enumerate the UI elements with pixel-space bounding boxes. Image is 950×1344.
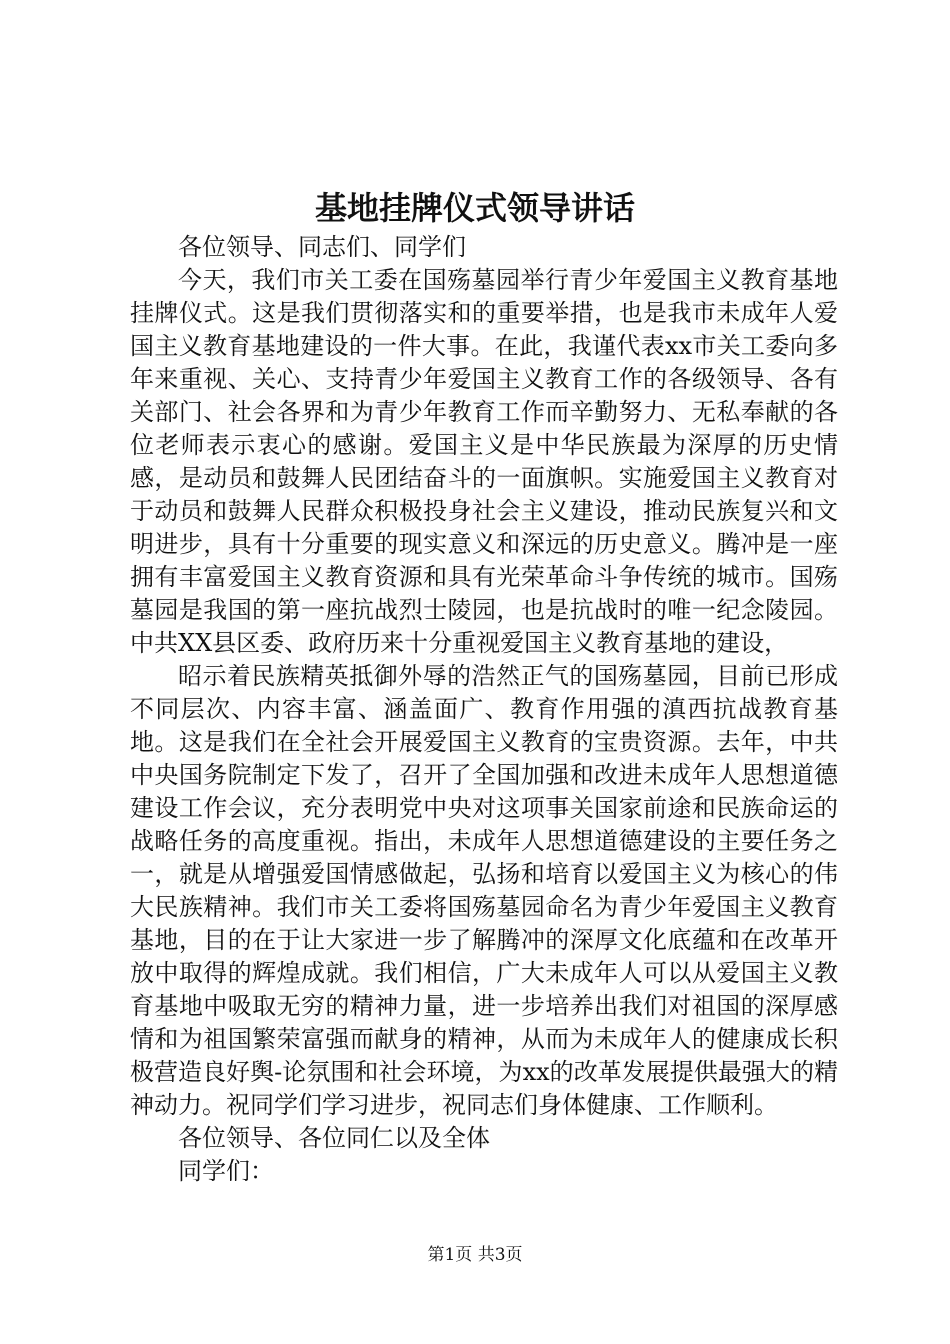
document-title: 基地挂牌仪式领导讲话 — [314, 189, 635, 227]
page-number-footer: 第1页 共3页 — [427, 1245, 523, 1265]
body-paragraph-2: 昭示着民族精英抵御外辱的浩然正气的国殇墓园，目前已形成不同层次、内容丰富、涵盖面广、教育作用强的滇西抗战教育基地。这是我们在全社会开展爱国主义教育的宝贵资源。去年，中共中央国务院制定下发了，召开了全国加强和改进未成年人思想道德建设工作会议，充分表明党中央对这项事关国家前途和民族命运的战略任务的高度重视。指出，未成年人思想道德建设的主要任务之一，就是从增强爱国情感做起，弘扬和培育以爱国主义为核心的伟大民族精神。我们市关工委将国殇墓园命名为青少年爱国主义教育基地，目的在于让大家进一步了解腾冲的深厚文化底蕴和在改革开放中取得的辉煌成就。我们相信，广大未成年人可以从爱国主义教育基地中吸取无穷的精神力量，进一步培养出我们对祖国的深厚感情和为祖国繁荣富强而献身的精神，从而为未成年人的健康成长积极营造良好舆-论氛围和社会环境，为xx的改革发展提供最强大的精神动力。祝同学们学习进步，祝同志们身体健康、工作顺利。 — [130, 662, 838, 1119]
closing-salutation-line-2: 同学们： — [178, 1157, 274, 1185]
document-body — [130, 231, 838, 1188]
salutation-paragraph: 各位领导、同志们、同学们 — [178, 233, 466, 261]
closing-salutation-line-1: 各位领导、各位同仁以及全体 — [178, 1124, 490, 1152]
body-paragraph-1: 今天，我们市关工委在国殇墓园举行青少年爱国主义教育基地挂牌仪式。这是我们贯彻落实和的重要举措，也是我市未成年人爱国主义教育基地建设的一件大事。在此，我谨代表xx市关工委向多年来重视、关心、支持青少年爱国主义教育工作的各级领导、各有关部门、社会各界和为青少年教育工作而辛勤努力、无私奉献的各位老师表示衷心的感谢。爱国主义是中华民族最为深厚的历史情感，是动员和鼓舞人民团结奋斗的一面旗帜。实施爱国主义教育对于动员和鼓舞人民群众积极投身社会主义建设，推动民族复兴和文明进步，具有十分重要的现实意义和深远的历史意义。腾冲是一座拥有丰富爱国主义教育资源和具有光荣革命斗争传统的城市。国殇墓园是我国的第一座抗战烈士陵园，也是抗战时的唯一纪念陵园。中共XX县区委、政府历来十分重视爱国主义教育基地的建设， — [130, 266, 838, 657]
